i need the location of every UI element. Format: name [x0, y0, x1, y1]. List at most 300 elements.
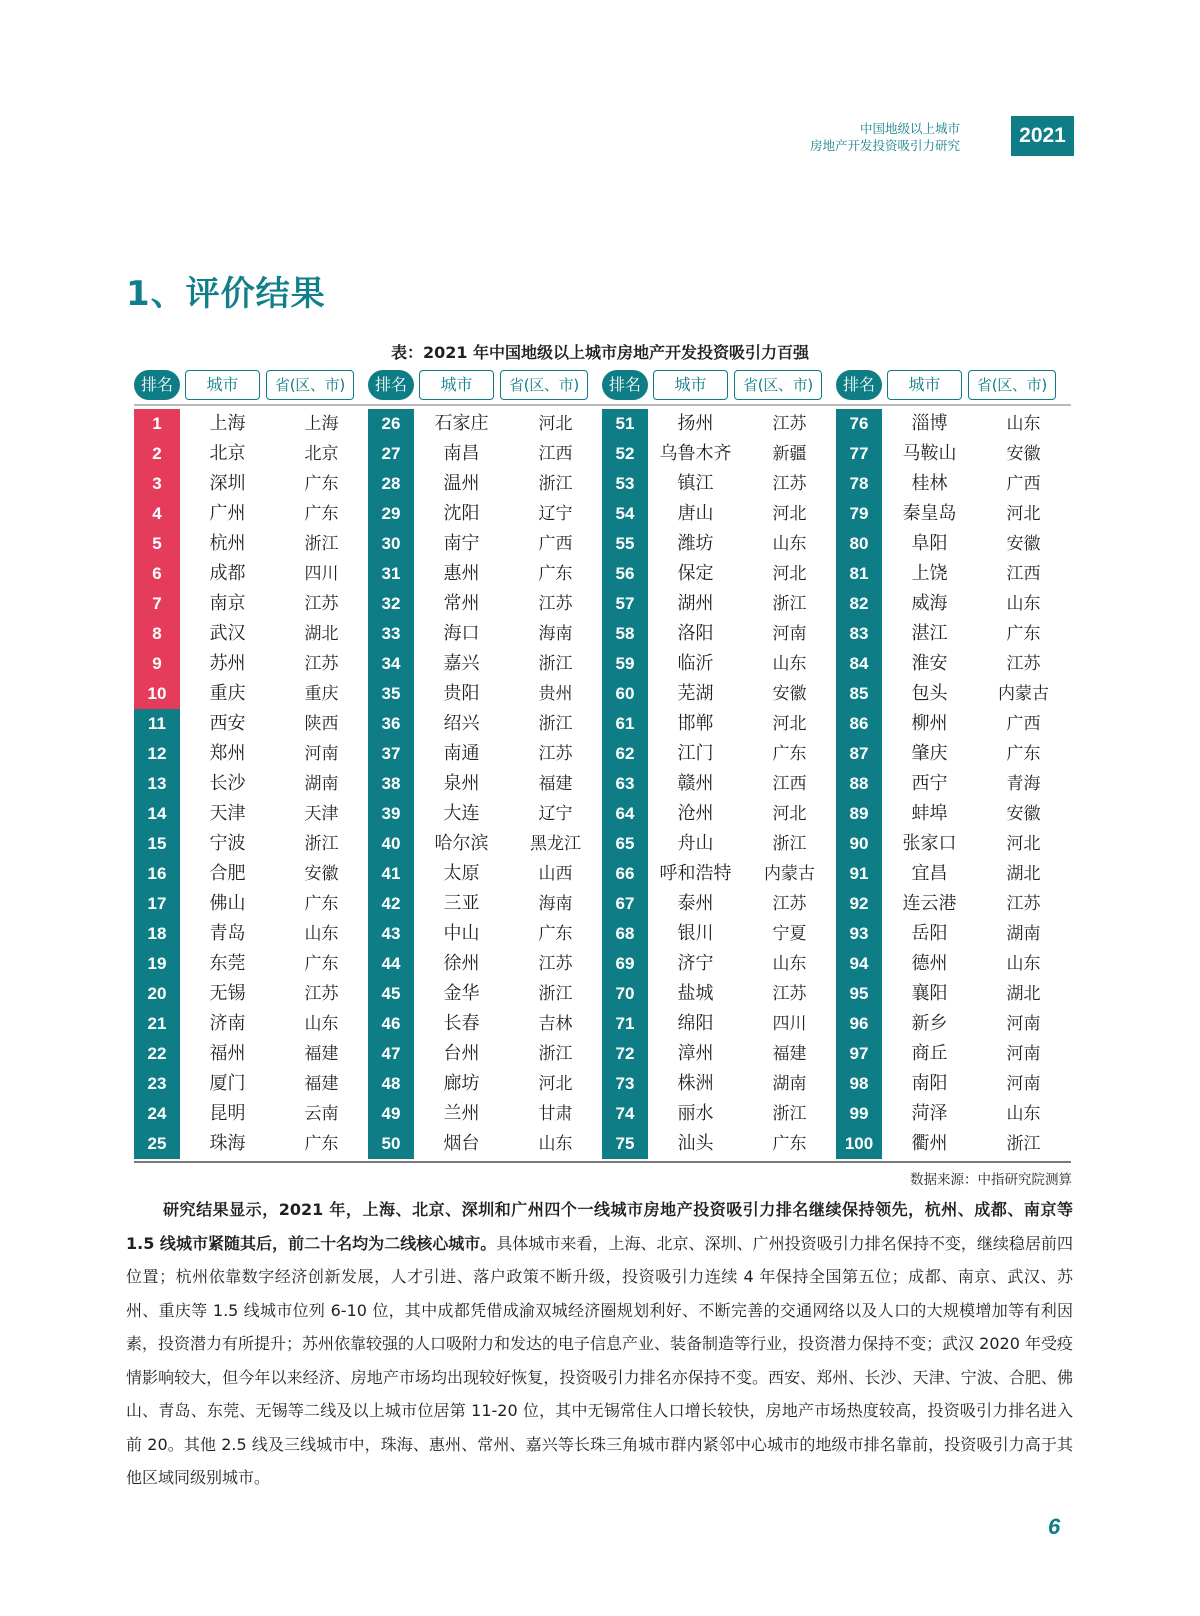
city-cell: 昆明	[209, 1103, 246, 1124]
table-row	[368, 1039, 602, 1069]
rank-cell: 5	[152, 534, 162, 553]
city-cell: 深圳	[209, 473, 246, 494]
city-cell: 柳州	[911, 713, 948, 734]
province-cell: 河北	[1006, 504, 1041, 524]
city-cell: 石家庄	[434, 413, 489, 434]
city-cell: 湖州	[677, 593, 714, 614]
city-cell: 长春	[443, 1013, 480, 1034]
header-city: 城市	[185, 370, 260, 400]
rank-cell: 28	[381, 474, 401, 493]
province-cell: 湖南	[1006, 924, 1041, 944]
table-row	[134, 679, 368, 709]
city-cell: 台州	[443, 1043, 480, 1064]
province-cell: 安徽	[1006, 444, 1041, 464]
city-cell: 南昌	[443, 443, 480, 464]
table-row	[134, 529, 368, 559]
table-row	[602, 649, 836, 679]
city-cell: 襄阳	[911, 983, 948, 1004]
rank-cell: 47	[381, 1044, 401, 1063]
rank-cell: 11	[148, 714, 166, 733]
table-row	[134, 889, 368, 919]
rank-cell: 100	[844, 1134, 874, 1153]
table-row	[134, 409, 368, 439]
city-cell: 阜阳	[911, 533, 948, 554]
header-city: 城市	[887, 370, 962, 400]
table-row	[836, 799, 1070, 829]
table-row	[836, 949, 1070, 979]
city-cell: 湛江	[911, 623, 948, 644]
city-cell: 南宁	[443, 533, 480, 554]
city-cell: 淮安	[911, 653, 948, 674]
table-row	[368, 769, 602, 799]
province-cell: 山东	[1006, 594, 1041, 614]
rank-cell: 18	[147, 924, 167, 943]
province-cell: 海南	[538, 624, 573, 644]
province-cell: 河北	[538, 414, 573, 434]
rank-cell: 7	[152, 594, 162, 613]
province-cell: 江苏	[1006, 654, 1041, 674]
table-row	[134, 739, 368, 769]
rank-cell: 1	[152, 414, 162, 433]
rank-cell: 39	[381, 804, 401, 823]
city-cell: 温州	[443, 473, 480, 494]
table-row	[836, 829, 1070, 859]
province-cell: 湖北	[304, 624, 339, 644]
table-row	[836, 889, 1070, 919]
rank-cell: 93	[849, 924, 869, 943]
rank-cell: 52	[615, 444, 635, 463]
table-row	[368, 469, 602, 499]
table-row	[602, 529, 836, 559]
header-city: 城市	[419, 370, 494, 400]
rank-cell: 53	[615, 474, 635, 493]
province-cell: 安徽	[1006, 804, 1041, 824]
province-cell: 湖南	[304, 774, 339, 794]
city-cell: 海口	[443, 623, 480, 644]
city-cell: 菏泽	[911, 1103, 948, 1124]
province-cell: 山西	[538, 864, 573, 884]
province-cell: 江苏	[772, 474, 807, 494]
rank-cell: 98	[849, 1074, 869, 1093]
report-header-line2: 房地产开发投资吸引力研究	[809, 138, 960, 153]
city-cell: 中山	[443, 923, 480, 944]
city-cell: 上饶	[911, 563, 948, 584]
province-cell: 贵州	[538, 684, 573, 704]
table-row	[836, 1099, 1070, 1129]
city-cell: 常州	[443, 593, 480, 614]
province-cell: 江苏	[304, 654, 339, 674]
city-cell: 衢州	[911, 1133, 948, 1154]
province-cell: 内蒙古	[998, 684, 1049, 704]
city-cell: 镇江	[677, 473, 714, 494]
rank-cell: 59	[615, 654, 635, 673]
rank-cell: 89	[849, 804, 869, 823]
rank-cell: 31	[381, 564, 401, 583]
province-cell: 河南	[772, 624, 807, 644]
city-cell: 绍兴	[443, 713, 480, 734]
rank-cell: 60	[615, 684, 635, 703]
city-cell: 合肥	[209, 863, 246, 884]
rank-cell: 38	[381, 774, 401, 793]
table-row	[368, 799, 602, 829]
table-row	[602, 1069, 836, 1099]
table-row	[836, 859, 1070, 889]
rank-cell: 9	[152, 654, 162, 673]
province-cell: 河南	[304, 744, 339, 764]
province-cell: 江西	[538, 444, 573, 464]
rank-cell: 6	[152, 564, 162, 583]
province-cell: 山东	[772, 954, 807, 974]
table-row	[368, 589, 602, 619]
rank-cell: 35	[381, 684, 401, 703]
province-cell: 江苏	[538, 744, 573, 764]
rank-cell: 8	[152, 624, 162, 643]
header-divider	[134, 404, 1071, 406]
province-cell: 广东	[304, 894, 339, 914]
rank-cell: 62	[615, 744, 635, 763]
city-cell: 郑州	[209, 743, 246, 764]
province-cell: 河北	[772, 714, 807, 734]
city-cell: 青岛	[209, 923, 246, 944]
province-cell: 陕西	[304, 714, 339, 734]
province-cell: 浙江	[538, 654, 573, 674]
body-rest: 具体城市来看，上海、北京、深圳、广州投资吸引力排名保持不变，继续稳居前四位置；杭州依靠数字经济创新发展，人才引进、落户政策不断升级，投资吸引力连续 4 年保持全国第五位；成都、南京、武汉、苏州、重庆等 1.5 线城市位列 6-10 位，其中成都凭借成渝双城经济圈规划利好、不断完善的交通网络以及人口的大规模增加等有利因素，投资潜力有所提升；苏州依靠较强的人口吸附力和发达的电子信息产业、装备制造等行业，投资潜力保持不变；武汉 2020 年受疫情影响较大，但今年以来经济、房地产市场均出现较好恢复，投资吸引力排名亦保持不变。西安、郑州、长沙、天津、宁波、合肥、佛山、青岛、东莞、无锡等二线及以上城市位居第 11-20 位，其中无锡常住人口增长较快，房地产市场热度较高，投资吸引力排名进入前 20。其他 2.5 线及三线城市中，珠海、惠州、常州、嘉兴等长珠三角城市群内紧邻中心城市的地级市排名靠前，投资吸引力高于其他区域同级别城市。	[126, 1233, 1073, 1487]
province-cell: 浙江	[304, 834, 339, 854]
rank-cell: 95	[849, 984, 869, 1003]
table-row	[836, 979, 1070, 1009]
province-cell: 青海	[1006, 774, 1041, 794]
rank-cell: 25	[147, 1134, 167, 1153]
table-row	[134, 469, 368, 499]
rank-cell: 27	[381, 444, 401, 463]
table-row	[368, 889, 602, 919]
city-cell: 厦门	[209, 1073, 246, 1094]
city-cell: 包头	[911, 683, 948, 704]
city-cell: 重庆	[209, 683, 246, 704]
rank-cell: 82	[849, 594, 869, 613]
province-cell: 江苏	[538, 954, 573, 974]
rank-cell: 40	[381, 834, 401, 853]
province-cell: 山东	[1006, 414, 1041, 434]
province-cell: 浙江	[538, 474, 573, 494]
rank-cell: 21	[147, 1014, 167, 1033]
table-row	[836, 529, 1070, 559]
table-row	[368, 979, 602, 1009]
table-row	[836, 559, 1070, 589]
province-cell: 福建	[304, 1074, 339, 1094]
table-row	[602, 439, 836, 469]
rank-cell: 2	[152, 444, 162, 463]
table-row	[134, 1129, 368, 1159]
province-cell: 江西	[1006, 564, 1041, 584]
table-row	[836, 1129, 1070, 1159]
page-number: 6	[1048, 1514, 1061, 1539]
table-row	[134, 799, 368, 829]
table-row	[134, 769, 368, 799]
province-cell: 广东	[772, 1134, 807, 1154]
province-cell: 安徽	[304, 864, 339, 884]
province-cell: 广东	[304, 474, 339, 494]
rank-cell: 50	[381, 1134, 401, 1153]
table-row	[368, 499, 602, 529]
province-cell: 北京	[304, 444, 339, 464]
province-cell: 江苏	[538, 594, 573, 614]
province-cell: 江苏	[1006, 894, 1041, 914]
province-cell: 广东	[538, 924, 573, 944]
province-cell: 吉林	[538, 1014, 573, 1034]
city-cell: 银川	[677, 923, 714, 944]
city-cell: 洛阳	[677, 623, 714, 644]
city-cell: 贵阳	[443, 683, 480, 704]
city-cell: 哈尔滨	[434, 833, 489, 854]
table-row	[134, 949, 368, 979]
table-row	[134, 1039, 368, 1069]
city-cell: 苏州	[209, 653, 246, 674]
city-cell: 上海	[209, 413, 246, 434]
rank-cell: 20	[147, 984, 167, 1003]
table-row	[836, 709, 1070, 739]
province-cell: 辽宁	[538, 504, 573, 524]
province-cell: 河北	[1006, 834, 1041, 854]
province-cell: 浙江	[1006, 1134, 1041, 1154]
table-row	[368, 949, 602, 979]
city-cell: 乌鲁木齐	[659, 443, 732, 464]
table-row	[368, 559, 602, 589]
city-cell: 天津	[209, 803, 246, 824]
province-cell: 福建	[772, 1044, 807, 1064]
province-cell: 湖北	[1006, 864, 1041, 884]
table-row	[602, 799, 836, 829]
table-row	[602, 709, 836, 739]
table-row	[602, 859, 836, 889]
city-cell: 西宁	[911, 773, 948, 794]
table-bottom-divider	[134, 1161, 1071, 1163]
rank-cell: 51	[615, 414, 635, 433]
province-cell: 广东	[1006, 744, 1041, 764]
rank-cell: 91	[849, 864, 869, 883]
rank-cell: 43	[381, 924, 401, 943]
rank-cell: 64	[615, 804, 635, 823]
table-row	[602, 1009, 836, 1039]
rank-cell: 81	[849, 564, 869, 583]
rank-cell: 42	[381, 894, 401, 913]
province-cell: 内蒙古	[764, 864, 815, 884]
table-row	[836, 589, 1070, 619]
rank-cell: 84	[849, 654, 869, 673]
city-cell: 秦皇岛	[902, 503, 957, 524]
table-row	[602, 769, 836, 799]
city-cell: 株洲	[677, 1073, 714, 1094]
table-row	[134, 559, 368, 589]
rank-cell: 69	[615, 954, 635, 973]
province-cell: 江苏	[772, 984, 807, 1004]
city-cell: 盐城	[677, 983, 714, 1004]
city-cell: 芜湖	[677, 683, 714, 704]
rank-cell: 46	[381, 1014, 401, 1033]
city-cell: 福州	[209, 1043, 246, 1064]
rank-cell: 12	[147, 744, 167, 763]
province-cell: 江苏	[772, 414, 807, 434]
table-row	[134, 649, 368, 679]
table-row	[602, 619, 836, 649]
province-cell: 河北	[772, 564, 807, 584]
city-cell: 丽水	[677, 1103, 714, 1124]
province-cell: 天津	[304, 804, 339, 824]
report-header-text	[660, 120, 960, 154]
city-cell: 保定	[677, 563, 714, 584]
table-row	[836, 499, 1070, 529]
table-row	[134, 829, 368, 859]
province-cell: 福建	[538, 774, 573, 794]
body-bold-lead: 研究结果显示，2021 年，上海、北京、深圳和广州四个一线城市房地产投资吸引力排名继续保持领先，杭州、成都、南京等 1.5 线城市紧随其后，前二十名均为二线核心城市。	[126, 1200, 1073, 1253]
province-cell: 新疆	[772, 444, 807, 464]
province-cell: 广东	[304, 1134, 339, 1154]
rank-cell: 17	[147, 894, 167, 913]
table-row	[368, 649, 602, 679]
rank-cell: 65	[615, 834, 635, 853]
rank-cell: 45	[381, 984, 401, 1003]
rank-cell: 75	[615, 1134, 635, 1153]
city-cell: 临沂	[677, 653, 714, 674]
table-row	[602, 919, 836, 949]
rank-cell: 44	[381, 954, 401, 973]
rank-cell: 76	[849, 414, 869, 433]
header-province: 省(区、市)	[500, 370, 588, 400]
city-cell: 成都	[209, 563, 246, 584]
rank-cell: 96	[849, 1014, 869, 1033]
rank-cell: 14	[147, 804, 167, 823]
table-row	[836, 919, 1070, 949]
province-cell: 黑龙江	[530, 834, 581, 854]
province-cell: 浙江	[772, 594, 807, 614]
body-paragraph	[126, 1193, 1073, 1495]
table-row	[134, 589, 368, 619]
province-cell: 山东	[304, 1014, 339, 1034]
province-cell: 安徽	[772, 684, 807, 704]
table-row	[836, 439, 1070, 469]
rank-cell: 56	[615, 564, 635, 583]
rank-cell: 36	[381, 714, 401, 733]
rank-cell: 24	[147, 1104, 167, 1123]
province-cell: 山东	[304, 924, 339, 944]
province-cell: 重庆	[304, 684, 339, 704]
table-row	[368, 739, 602, 769]
city-cell: 邯郸	[677, 713, 714, 734]
province-cell: 江西	[772, 774, 807, 794]
province-cell: 浙江	[772, 834, 807, 854]
province-cell: 山东	[538, 1134, 573, 1154]
table-row	[602, 949, 836, 979]
city-cell: 三亚	[443, 893, 480, 914]
table-row	[602, 889, 836, 919]
header-rank: 排名	[836, 370, 882, 400]
city-cell: 烟台	[443, 1133, 480, 1154]
rank-cell: 55	[615, 534, 635, 553]
rank-cell: 92	[849, 894, 869, 913]
city-cell: 唐山	[677, 503, 714, 524]
table-row	[602, 1039, 836, 1069]
city-cell: 商丘	[911, 1043, 948, 1064]
city-cell: 舟山	[677, 833, 714, 854]
table-row	[602, 559, 836, 589]
city-cell: 南阳	[911, 1073, 948, 1094]
rank-cell: 72	[615, 1044, 635, 1063]
city-cell: 宜昌	[911, 863, 948, 884]
header-rank: 排名	[134, 370, 180, 400]
rank-cell: 87	[849, 744, 869, 763]
city-cell: 廊坊	[443, 1073, 480, 1094]
city-cell: 武汉	[209, 623, 246, 644]
rank-cell: 16	[147, 864, 167, 883]
rank-cell: 61	[615, 714, 635, 733]
province-cell: 云南	[304, 1104, 339, 1124]
header-rank: 排名	[368, 370, 414, 400]
table-row	[602, 1129, 836, 1159]
province-cell: 辽宁	[538, 804, 573, 824]
city-cell: 汕头	[677, 1133, 714, 1154]
province-cell: 浙江	[538, 1044, 573, 1064]
city-cell: 惠州	[443, 563, 480, 584]
province-cell: 浙江	[538, 714, 573, 734]
rank-cell: 13	[147, 774, 167, 793]
city-cell: 徐州	[443, 953, 480, 974]
city-cell: 呼和浩特	[659, 863, 732, 884]
city-cell: 赣州	[677, 773, 714, 794]
table-row	[368, 1009, 602, 1039]
rank-cell: 70	[615, 984, 635, 1003]
rank-cell: 32	[381, 594, 401, 613]
city-cell: 沧州	[677, 803, 714, 824]
city-cell: 漳州	[677, 1043, 714, 1064]
table-row	[134, 709, 368, 739]
data-source-note: 数据来源：中指研究院测算	[910, 1172, 1072, 1188]
header-province: 省(区、市)	[968, 370, 1056, 400]
city-cell: 沈阳	[443, 503, 480, 524]
province-cell: 浙江	[772, 1104, 807, 1124]
province-cell: 甘肃	[538, 1104, 573, 1124]
ranking-table	[134, 409, 1071, 1159]
province-cell: 河南	[1006, 1044, 1041, 1064]
city-cell: 兰州	[443, 1103, 480, 1124]
rank-cell: 29	[381, 504, 401, 523]
city-cell: 泰州	[677, 893, 714, 914]
rank-cell: 57	[615, 594, 635, 613]
rank-cell: 67	[615, 894, 635, 913]
city-cell: 大连	[443, 803, 480, 824]
city-cell: 杭州	[209, 533, 246, 554]
province-cell: 宁夏	[772, 924, 807, 944]
city-cell: 张家口	[902, 833, 957, 854]
report-header-line1: 中国地级以上城市	[859, 121, 960, 136]
rank-cell: 97	[849, 1044, 869, 1063]
rank-cell: 83	[849, 624, 869, 643]
header-province: 省(区、市)	[266, 370, 354, 400]
province-cell: 江苏	[304, 984, 339, 1004]
table-row	[134, 919, 368, 949]
header-rank: 排名	[602, 370, 648, 400]
table-column-group-2	[368, 409, 602, 1159]
table-row	[368, 829, 602, 859]
province-cell: 广东	[538, 564, 573, 584]
table-row	[602, 469, 836, 499]
table-row	[836, 619, 1070, 649]
table-row	[602, 589, 836, 619]
table-row	[368, 1129, 602, 1159]
province-cell: 山东	[1006, 1104, 1041, 1124]
city-cell: 嘉兴	[443, 653, 480, 674]
city-cell: 广州	[209, 503, 246, 524]
table-row	[836, 469, 1070, 499]
